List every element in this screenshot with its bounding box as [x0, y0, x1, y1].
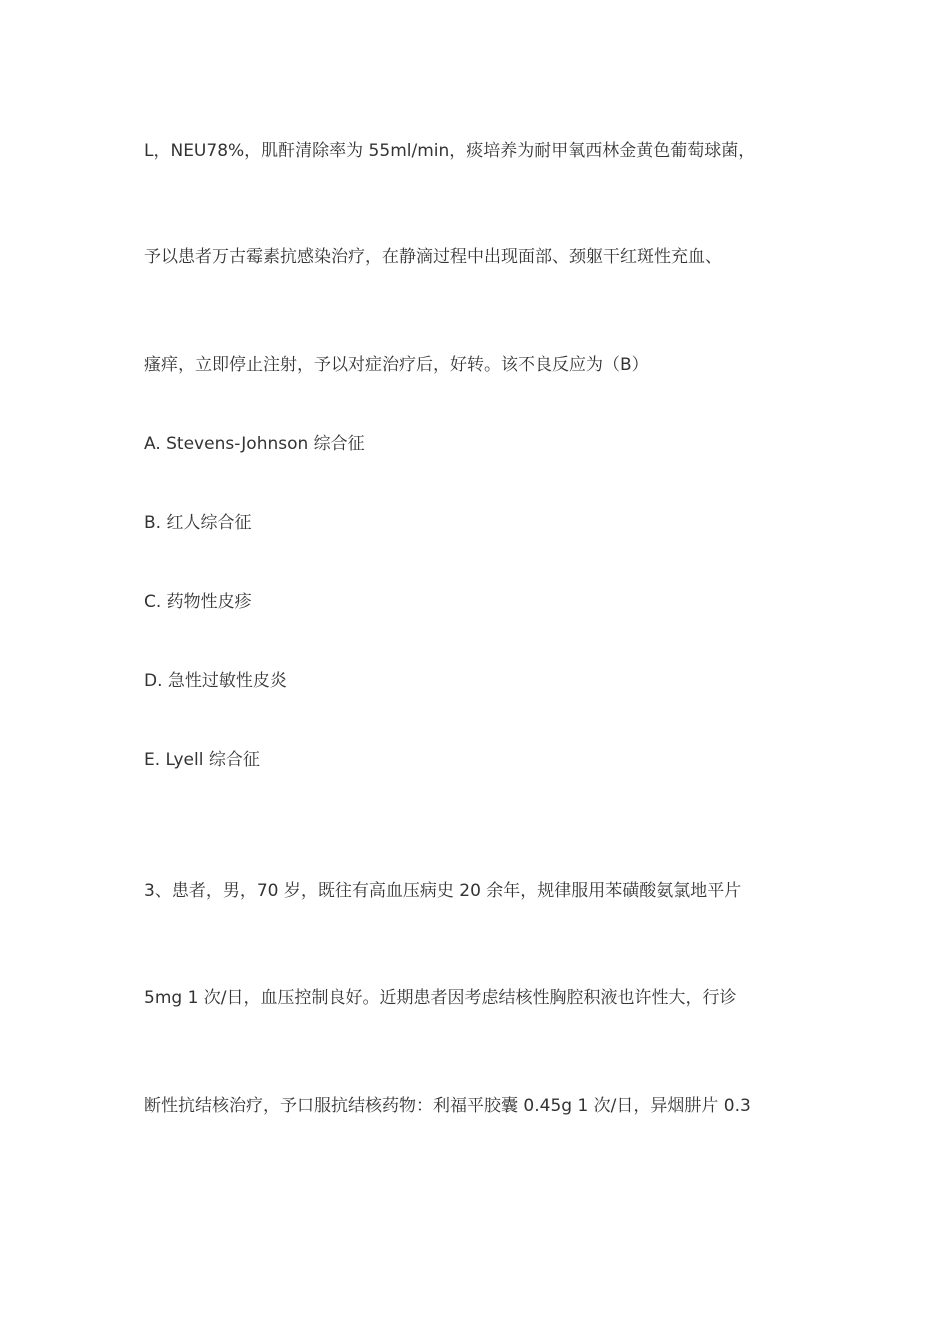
- option-c: C. 药物性皮疹: [144, 592, 252, 612]
- question-2-stem-line-3: 瘙痒，立即停止注射，予以对症治疗后，好转。该不良反应为（B）: [144, 355, 649, 375]
- question-3-stem-line-3: 断性抗结核治疗，予口服抗结核药物：利福平胶囊 0.45g 1 次/日，异烟肼片 0.3: [144, 1096, 751, 1116]
- question-2-stem-line-2: 予以患者万古霉素抗感染治疗，在静滴过程中出现面部、颈躯干红斑性充血、: [144, 247, 722, 267]
- question-3-stem-line-1: 3、患者，男，70 岁，既往有高血压病史 20 余年，规律服用苯磺酸氨氯地平片: [144, 881, 742, 901]
- question-3-stem-line-2: 5mg 1 次/日，血压控制良好。近期患者因考虑结核性胸腔积液也许性大，行诊: [144, 988, 737, 1008]
- option-e: E. Lyell 综合征: [144, 750, 260, 770]
- option-d: D. 急性过敏性皮炎: [144, 671, 287, 691]
- option-a: A. Stevens-Johnson 综合征: [144, 434, 365, 454]
- question-2-stem-line-1: L，NEU78%，肌酐清除率为 55ml/min，痰培养为耐甲氧西林金黄色葡萄球菌，: [144, 141, 756, 161]
- option-b: B. 红人综合征: [144, 513, 252, 533]
